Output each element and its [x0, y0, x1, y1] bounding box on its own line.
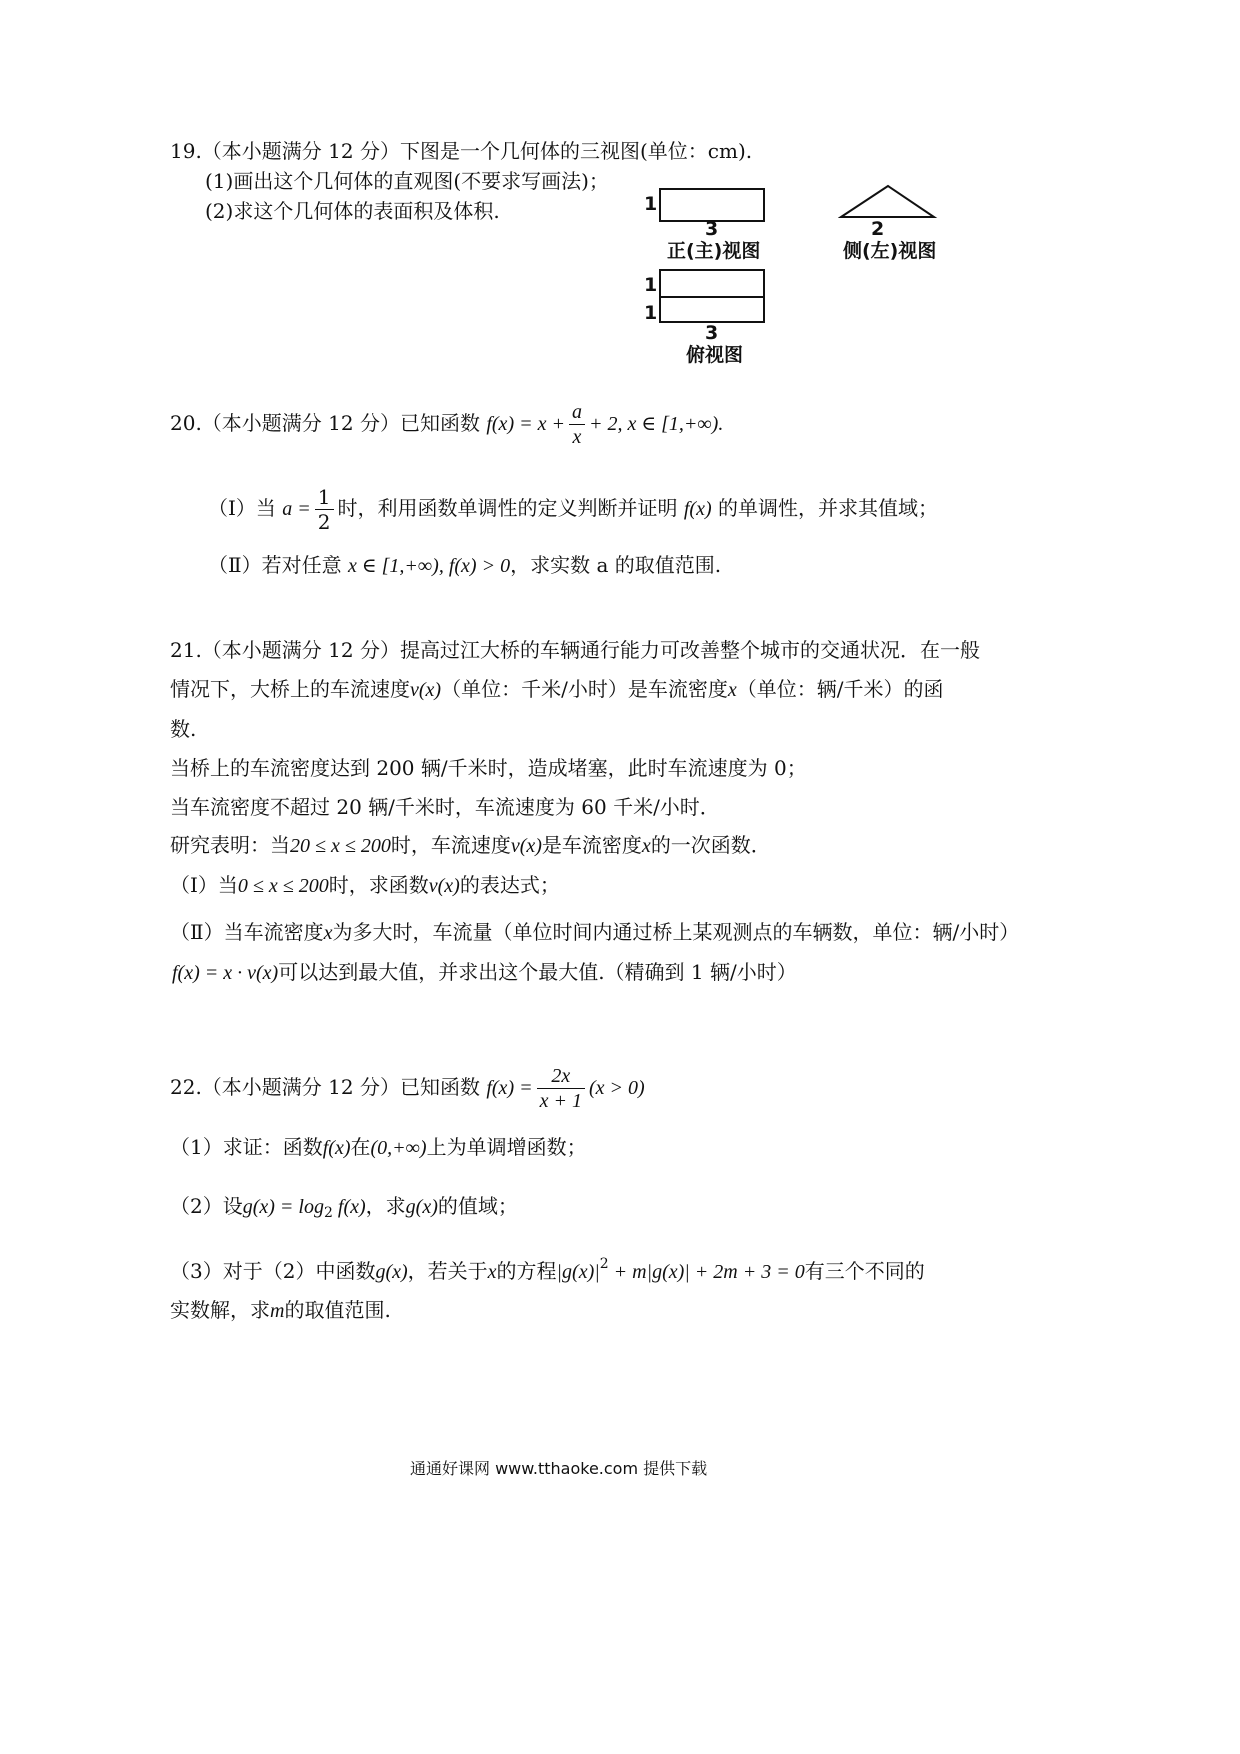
q21-line5: 当车流密度不超过 20 辆/千米时，车流速度为 60 千米/小时． [170, 795, 720, 819]
q21-line2 [170, 675, 943, 704]
q21-line2-v: v(x) [410, 679, 442, 701]
q22-p3-c: 的方程 [496, 1259, 557, 1283]
q21-p1-a: （Ⅰ）当 [170, 873, 238, 897]
q21-part1 [170, 871, 560, 900]
q21-p2-m: f(x) = x · v(x) [172, 962, 279, 984]
q21-p2-a: （Ⅱ）当车流密度 [170, 920, 324, 944]
q22-part3-line2 [170, 1296, 391, 1325]
q21-line6-b: 时，车流速度 [390, 833, 511, 857]
q22-p2-b: ，求 [365, 1194, 406, 1218]
q21-line6-x: x [641, 835, 651, 857]
top-view-caption: 俯视图 [686, 344, 744, 366]
q20-p1-fx: f(x) [683, 498, 712, 520]
q22-p3-x: x [487, 1261, 497, 1283]
q22-stem-text: 22.（本小题满分 12 分）已知函数 [170, 1075, 480, 1099]
q21-p1-b: 时，求函数 [328, 873, 429, 897]
q21-line6-a: 研究表明：当 [170, 833, 290, 857]
q20-p1-prefix: （Ⅰ）当 [208, 496, 276, 520]
q20-p1-mid: 时，利用函数单调性的定义判断并证明 [337, 496, 678, 520]
front-view-caption: 正(主)视图 [667, 240, 761, 262]
top-view-width-label: 3 [705, 322, 719, 344]
q21-line3: 数. [170, 717, 197, 741]
q21-line1: 21.（本小题满分 12 分）提高过江大桥的车辆通行能力可改善整个城市的交通状况．在一般 [170, 638, 980, 662]
q21-p1-v: v(x) [428, 875, 460, 897]
front-view-rect [659, 188, 765, 222]
q19-part2: (2)求这个几何体的表面积及体积. [205, 199, 500, 223]
q22-p3-eq2: + m|g(x)| + 2m + 3 = 0 [608, 1261, 805, 1283]
q20-stem-text: 20.（本小题满分 12 分）已知函数 [170, 411, 480, 435]
q21-line6-c: 是车流密度 [541, 833, 642, 857]
q21-p2-b: 为多大时，车流量（单位时间内通过桥上某观测点的车辆数，单位：辆/小时） [332, 920, 1020, 944]
q22-p2-g2: g(x) [405, 1196, 438, 1218]
q22-fraction [537, 1064, 585, 1113]
q22-p2-base: 2 [323, 1205, 333, 1221]
q21-part2-line2 [172, 958, 797, 987]
q21-line6-d: 的一次函数． [650, 833, 771, 857]
side-view-triangle [838, 183, 938, 221]
q20-p1-num: 1 [315, 485, 334, 510]
q19-part1: (1)画出这个几何体的直观图(不要求写画法)； [205, 169, 609, 193]
side-view-caption: 侧(左)视图 [843, 240, 937, 262]
q21-p1-c: 的表达式； [459, 873, 560, 897]
q22-p3-l2-m: m [270, 1300, 285, 1322]
q22-p1-c: 上为单调增函数； [426, 1135, 587, 1159]
q22-p2-a: （2）设 [170, 1194, 243, 1218]
q22-p3-a: （3）对于（2）中函数 [170, 1259, 376, 1283]
q22-p2-c: 的值域； [437, 1194, 518, 1218]
q20-fraction [569, 400, 585, 449]
q20-func-rhs: + 2, x ∈ [1,+∞). [588, 413, 724, 435]
q21-line2-a: 情况下，大桥上的车流速度 [170, 677, 410, 701]
q22-p3-l2-a: 实数解，求 [170, 1298, 270, 1322]
q20-p2-text: ，求实数 a 的取值范围. [510, 553, 722, 577]
top-view-rect-upper [659, 269, 765, 298]
q22-func-rhs: (x > 0) [588, 1077, 645, 1099]
q21-line6-v: v(x) [510, 835, 542, 857]
q22-p1-f: f(x) [322, 1137, 351, 1159]
q20-part1 [208, 485, 938, 534]
q20-p2-math: x ∈ [1,+∞), f(x) > 0 [347, 555, 511, 577]
q22-p1-b: 在 [350, 1135, 371, 1159]
q20-stem [170, 400, 723, 449]
q22-p1-i: (0,+∞) [370, 1137, 427, 1159]
top-view-rect-lower [659, 296, 765, 323]
q21-line6-m: 20 ≤ x ≤ 200 [290, 835, 391, 857]
front-view-width-label: 3 [705, 218, 719, 240]
q22-p3-eq1: |g(x)| [556, 1261, 600, 1283]
q22-p3-d: 有三个不同的 [804, 1259, 925, 1283]
q21-part2-line1 [170, 918, 1019, 947]
q20-p1-fraction [315, 485, 334, 534]
q21-line2-b: （单位：千米/小时）是车流密度 [441, 677, 728, 701]
q20-frac-num: a [569, 400, 585, 425]
q22-frac-num: 2x [537, 1064, 585, 1089]
q21-line6 [170, 831, 771, 860]
q22-p1-a: （1）求证：函数 [170, 1135, 323, 1159]
q22-part1 [170, 1133, 587, 1162]
top-view-h2-label: 1 [644, 302, 658, 324]
q21-line2-x: x [727, 679, 737, 701]
q22-stem [170, 1064, 645, 1113]
q22-part2 [170, 1192, 518, 1227]
q21-line4: 当桥上的车流密度达到 200 辆/千米时，造成堵塞，此时车流速度为 0； [170, 756, 807, 780]
q22-p2-g: g(x) = log [242, 1196, 324, 1218]
q21-p2-x: x [323, 922, 333, 944]
q20-part2 [208, 551, 721, 580]
q22-p3-l2-b: 的取值范围. [284, 1298, 391, 1322]
q21-p1-m: 0 ≤ x ≤ 200 [237, 875, 329, 897]
q22-func-lhs: f(x) = [486, 1077, 533, 1099]
q21-line2-c: （单位：辆/千米）的函 [736, 677, 944, 701]
q22-part3-line1 [170, 1250, 925, 1286]
q20-p1-den: 2 [317, 510, 331, 534]
q20-p2-prefix: （Ⅱ）若对任意 [208, 553, 342, 577]
q22-frac-den: x + 1 [539, 1090, 582, 1112]
q19-stem: 19.（本小题满分 12 分）下图是一个几何体的三视图(单位：cm). [170, 139, 753, 163]
q22-p3-b: ，若关于 [407, 1259, 488, 1283]
q22-p3-g: g(x) [375, 1261, 408, 1283]
q20-frac-den: x [572, 426, 582, 448]
front-view-height-label: 1 [644, 193, 658, 215]
q21-p2-c: 可以达到最大值，并求出这个最大值.（精确到 1 辆/小时） [278, 960, 797, 984]
side-view-width-label: 2 [871, 218, 885, 240]
q22-p2-f: f(x) [332, 1196, 366, 1218]
q22-p3-exp: 2 [599, 1256, 609, 1272]
q20-p1-a: a = [282, 498, 311, 520]
top-view-h1-label: 1 [644, 274, 658, 296]
q20-p1-end: 的单调性，并求其值域； [717, 496, 938, 520]
page-footer: 通通好课网 www.tthaoke.com 提供下载 [410, 1459, 708, 1478]
q20-func-lhs: f(x) = x + [486, 413, 565, 435]
